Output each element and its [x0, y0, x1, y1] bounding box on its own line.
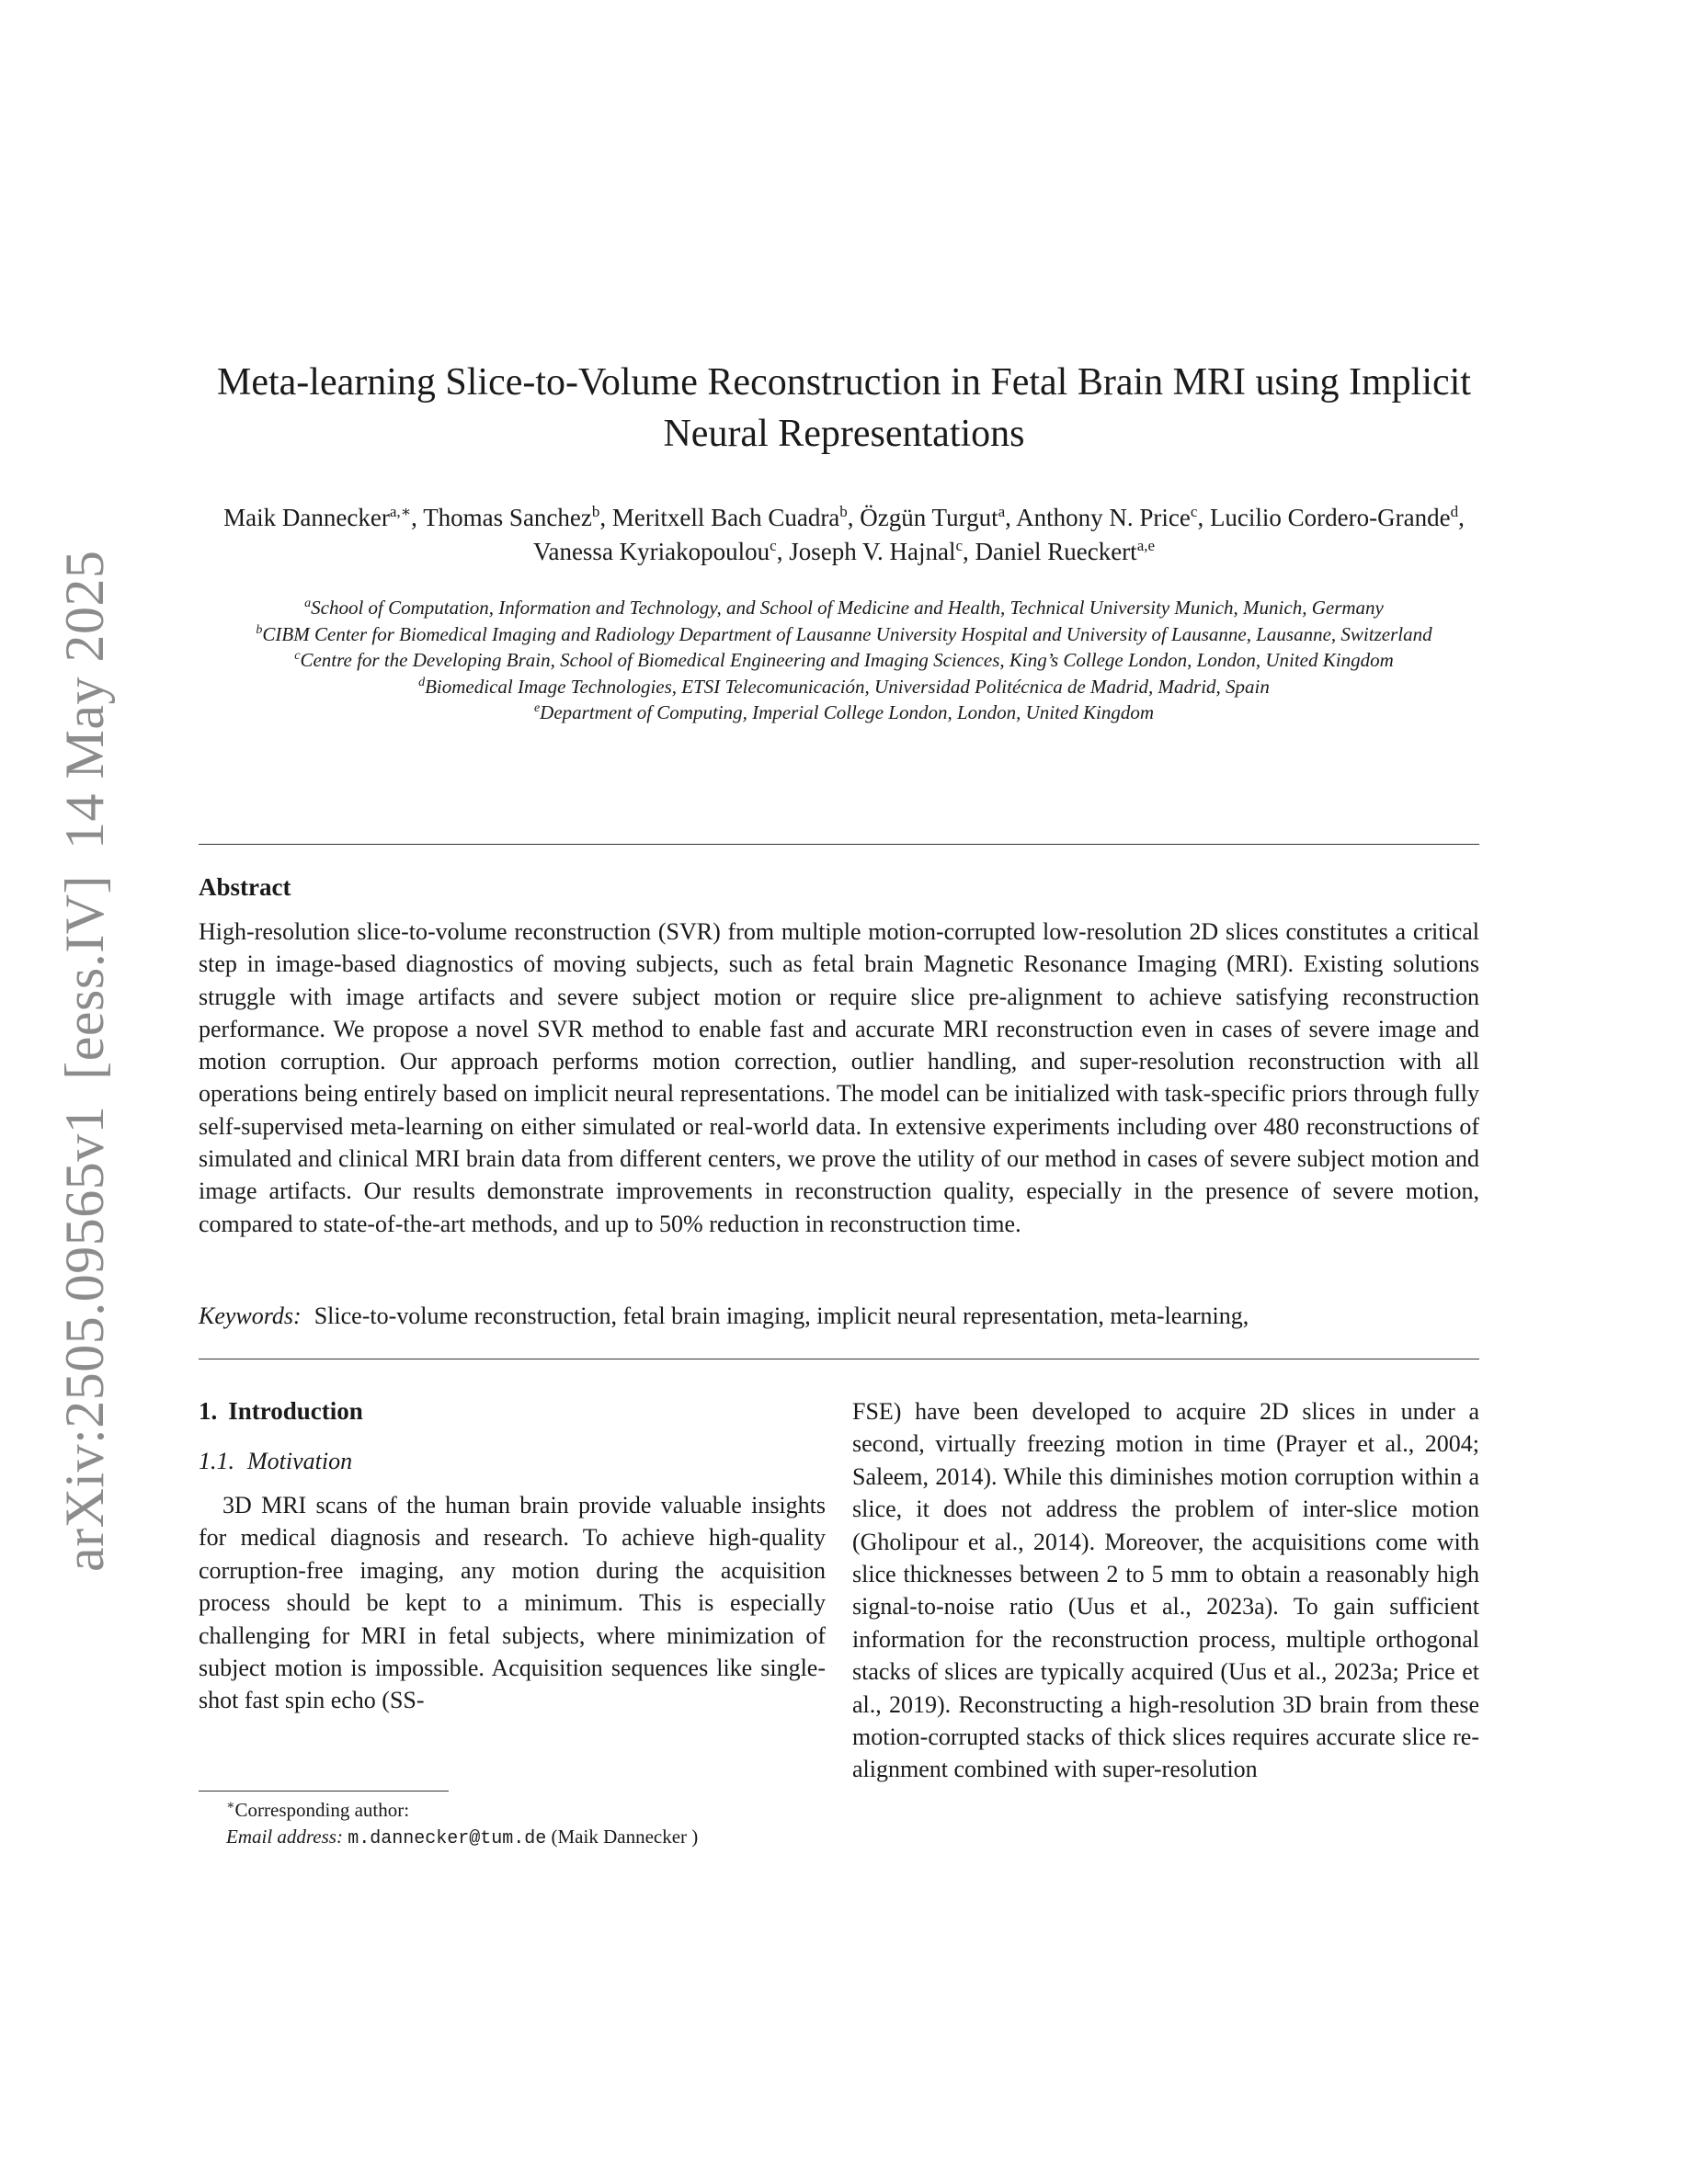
body-paragraph: FSE) have been developed to acquire 2D slices in under a second, virtually freezing motion in time (Prayer et al., 2004; Saleem, 2014). While this diminishes motion corruption within a slice, it does not address the problem of inter-slice motion (Gholipour et al., 2014). Moreover, the acquisitions come with slice thicknesses between 2 to 5 mm to obtain a reasonably high signal-to-noise ratio (Uus et al., 2023a). To gain sufficient information for the reconstruction process, multiple orthogonal stacks of slices are typically acquired (Uus et al., 2023a; Price et al., 2019). Reconstructing a high-resolution 3D brain from these motion-corrupted stacks of thick slices requires accurate slice re-alignment combined with super-resolution — [852, 1398, 1479, 1783]
keywords-text: Slice-to-volume reconstruction, fetal brain imaging, implicit neural representation, meta-learning, — [314, 1302, 1249, 1329]
author: Joseph V. Hajnal$^c$ — [789, 537, 963, 565]
author: Vanessa Kyriakopoulou$^c$ — [532, 537, 777, 565]
author: Meritxell Bach Cuadra$^b$ — [611, 503, 848, 531]
keywords-label: Keywords: — [199, 1302, 302, 1329]
author-list: Maik Dannecker$^{a,∗}$, Thomas Sanchez$^b$, Meritxell Bach Cuadra$^b$, Özgün Turgut$^a$, Anthony N. Price$^c$, Lucilio Cordero-Grande$^d$, Vanessa Kyriakopoulou$^c$, Joseph V. Hajnal$^c$, Daniel Rueckert$^{a,e}$ — [223, 503, 1465, 565]
author: Lucilio Cordero-Grande$^d$ — [1209, 503, 1459, 531]
footnote-corresponding-author: ∗Corresponding author: — [226, 1799, 410, 1821]
author: Özgün Turgut$^a$ — [860, 503, 1006, 531]
author: Thomas Sanchez$^b$ — [423, 503, 600, 531]
abstract-heading: Abstract — [199, 873, 291, 901]
keywords — [199, 1300, 1479, 1332]
arxiv-identifier-stamp — [53, 525, 117, 1573]
body-paragraph: 3D MRI scans of the human brain provide valuable insights for medical diagnosis and research. To achieve high-quality corruption-free imaging, any motion during the acquisition process should be kept to a minimum. This is especially challenging for MRI in fetal subjects, where minimization of subject motion is impossible. Acquisition sequences like single-shot fast spin echo (SS- — [199, 1492, 826, 1714]
paper-title-line-1: Meta-learning Slice-to-Volume Reconstruction in Fetal Brain MRI using Implicit — [217, 361, 1471, 404]
affiliation: $^c$Centre for the Developing Brain, School of Biomedical Engineering and Imaging Sciences, King’s College London, London, United Kingdom — [294, 649, 1394, 671]
paper-title — [193, 357, 1495, 460]
email-link[interactable]: m.dannecker@tum.de — [348, 1827, 547, 1849]
footnote-email: Email address: m.dannecker@tum.de (Maik Dannecker ) — [226, 1825, 699, 1849]
affiliation: $^d$Biomedical Image Technologies, ETSI Telecomunicación, Universidad Politécnica de Madrid, Madrid, Spain — [418, 675, 1270, 698]
affiliation: $^a$School of Computation, Information and Technology, and School of Medicine and Health, Technical University Munich, Munich, Germany — [304, 597, 1384, 619]
affiliation: $^e$Department of Computing, Imperial College London, London, United Kingdom — [533, 701, 1155, 723]
author: Maik Dannecker$^{a,∗}$ — [223, 503, 412, 531]
section-heading-introduction: 1. Introduction — [199, 1397, 363, 1425]
right-column — [852, 1395, 1479, 1786]
footnote-rule — [199, 1791, 449, 1792]
left-column — [199, 1395, 826, 1717]
author: Anthony N. Price$^c$ — [1016, 503, 1198, 531]
footnote — [199, 1797, 826, 1852]
arxiv-category: [eess.IV] — [54, 874, 115, 1080]
arxiv-date: 14 May 2025 — [54, 550, 115, 849]
affiliation: $^b$CIBM Center for Biomedical Imaging and Radiology Department of Lausanne University Hospital and University of Lausanne, Lausanne, Switzerland — [256, 622, 1432, 645]
abstract-top-rule — [199, 844, 1479, 845]
abstract-body: High-resolution slice-to-volume reconstruction (SVR) from multiple motion-corrupted low-resolution 2D slices constitutes a critical step in image-based diagnostics of moving subjects, such as fetal brain Magnetic Resonance Imaging (MRI). Existing solutions struggle with image artifacts and severe subject motion or require slice pre-alignment to achieve satisfying reconstruction performance. We propose a novel SVR method to enable fast and accurate MRI reconstruction even in cases of severe image and motion corruption. Our approach performs motion correction, outlier handling, and super-resolution reconstruction with all operations being entirely based on implicit neural representations. The model can be initialized with task-specific priors through fully self-supervised meta-learning on either simulated or real-world data. In extensive experiments including over 480 reconstructions of simulated and clinical MRI brain data from different centers, we prove the utility of our method in cases of severe subject motion and image artifacts. Our results demonstrate improvements in reconstruction quality, especially in the presence of severe motion, compared to state-of-the-art methods, and up to 50% reduction in reconstruction time. — [199, 918, 1479, 1237]
author: Daniel Rueckert$^{a,e}$ — [975, 537, 1156, 565]
subsection-heading-motivation: 1.1. Motivation — [199, 1448, 353, 1474]
arxiv-id: arXiv:2505.09565v1 — [54, 1105, 115, 1572]
paper-title-line-2: Neural Representations — [663, 413, 1025, 455]
affiliation-list — [193, 595, 1495, 726]
